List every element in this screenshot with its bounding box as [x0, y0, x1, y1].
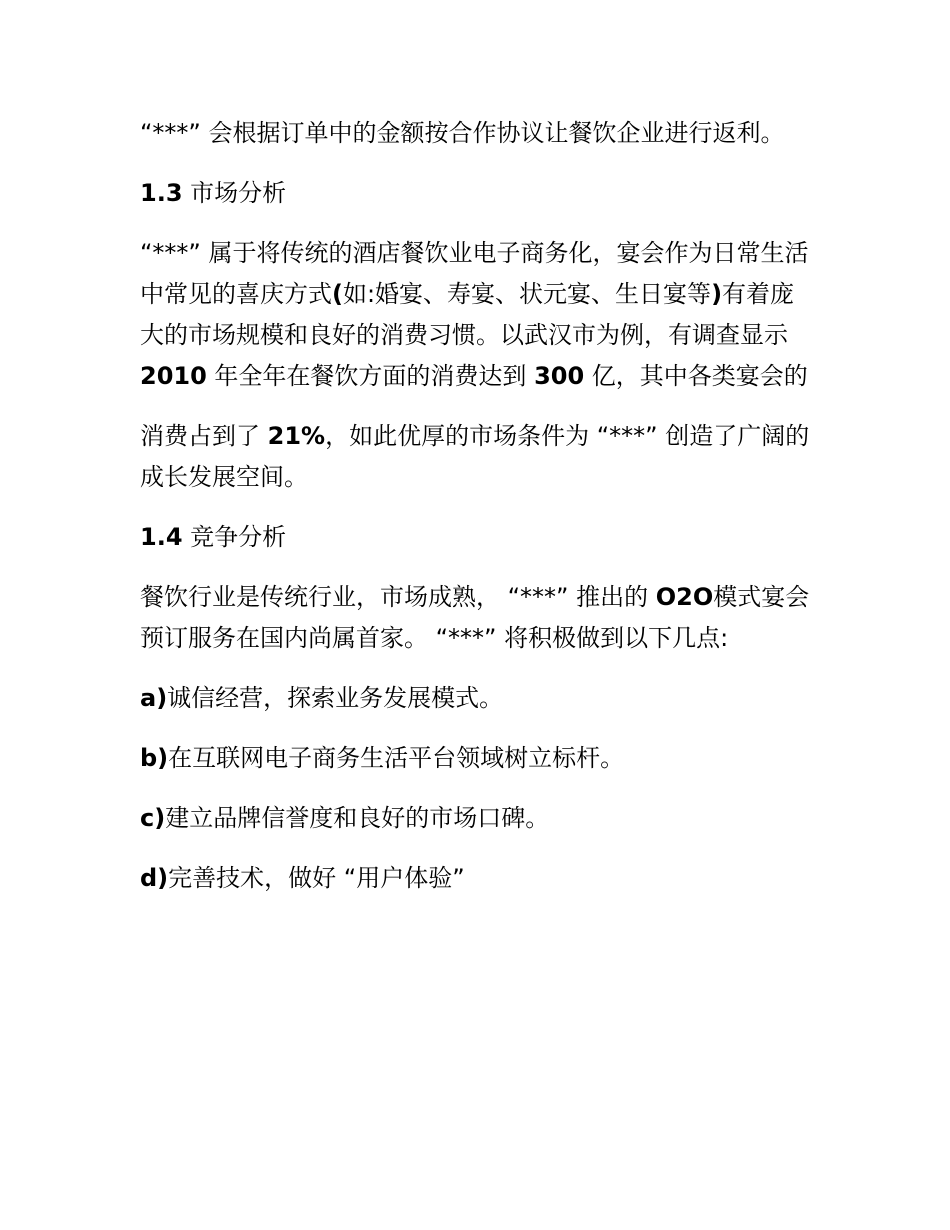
- section-title: 竞争分析: [182, 523, 287, 551]
- paren-open: (: [332, 280, 343, 308]
- paragraph-text: 年全年在餐饮方面的消费达到: [206, 362, 535, 390]
- paragraph-text: “***” 属于将传统的酒店餐饮业电子商务化，宴会作为日常生活中常见的喜庆方式: [140, 239, 809, 308]
- paragraph-market: [140, 233, 815, 397]
- list-item: [140, 678, 815, 719]
- paragraph-text: 餐饮行业是传统行业，市场成熟， “***” 推出的: [140, 583, 656, 611]
- paragraph-text: “***” 会根据订单中的金额按合作协议让餐饮企业进行返利。: [140, 119, 785, 147]
- list-item-text: 在互联网电子商务生活平台领域树立标杆。: [168, 744, 625, 772]
- list-item: [140, 738, 815, 779]
- section-heading-market-analysis: [140, 173, 815, 214]
- paragraph-text: 如:婚宴、寿宴、状元宴、生日宴等: [342, 280, 712, 308]
- o2o-term: O2O: [655, 583, 714, 611]
- paragraph-text: 消费占到了: [140, 422, 268, 450]
- list-marker: b): [140, 744, 169, 772]
- section-title: 市场分析: [182, 179, 287, 207]
- paragraph-rebate: [140, 113, 815, 154]
- year-value: 2010: [140, 362, 207, 390]
- section-number: 1.3: [140, 179, 183, 207]
- section-number: 1.4: [140, 523, 183, 551]
- paragraph-competition: [140, 577, 815, 659]
- amount-value: 300: [534, 362, 585, 390]
- list-marker: c): [140, 804, 166, 832]
- paragraph-consumption: [140, 416, 815, 498]
- list-item: [140, 858, 815, 899]
- paren-close: ): [711, 280, 723, 308]
- section-heading-competition-analysis: [140, 517, 815, 558]
- list-marker: d): [140, 864, 169, 892]
- paragraph-text: 模式宴会预订服务在国内尚属首家。 “***” 将积极做到以下几点:: [140, 583, 810, 652]
- list-item-text: 完善技术，做好 “用户体验”: [168, 864, 465, 892]
- document-body: [140, 113, 815, 918]
- paragraph-text: 亿，其中各类宴会的: [584, 362, 808, 390]
- percent-value: 21%: [267, 422, 326, 450]
- list-marker: a): [140, 684, 168, 712]
- paragraph-text: ，如此优厚的市场条件为 “***” 创造了广阔的成长发展空间。: [140, 422, 810, 491]
- list-item-text: 建立品牌信誉度和良好的市场口碑。: [165, 804, 550, 832]
- list-item-text: 诚信经营，探索业务发展模式。: [167, 684, 504, 712]
- list-item: [140, 798, 815, 839]
- paragraph-text: 有着庞大的市场规模和良好的消费习惯。以武汉市为例，有调查显示: [140, 280, 795, 349]
